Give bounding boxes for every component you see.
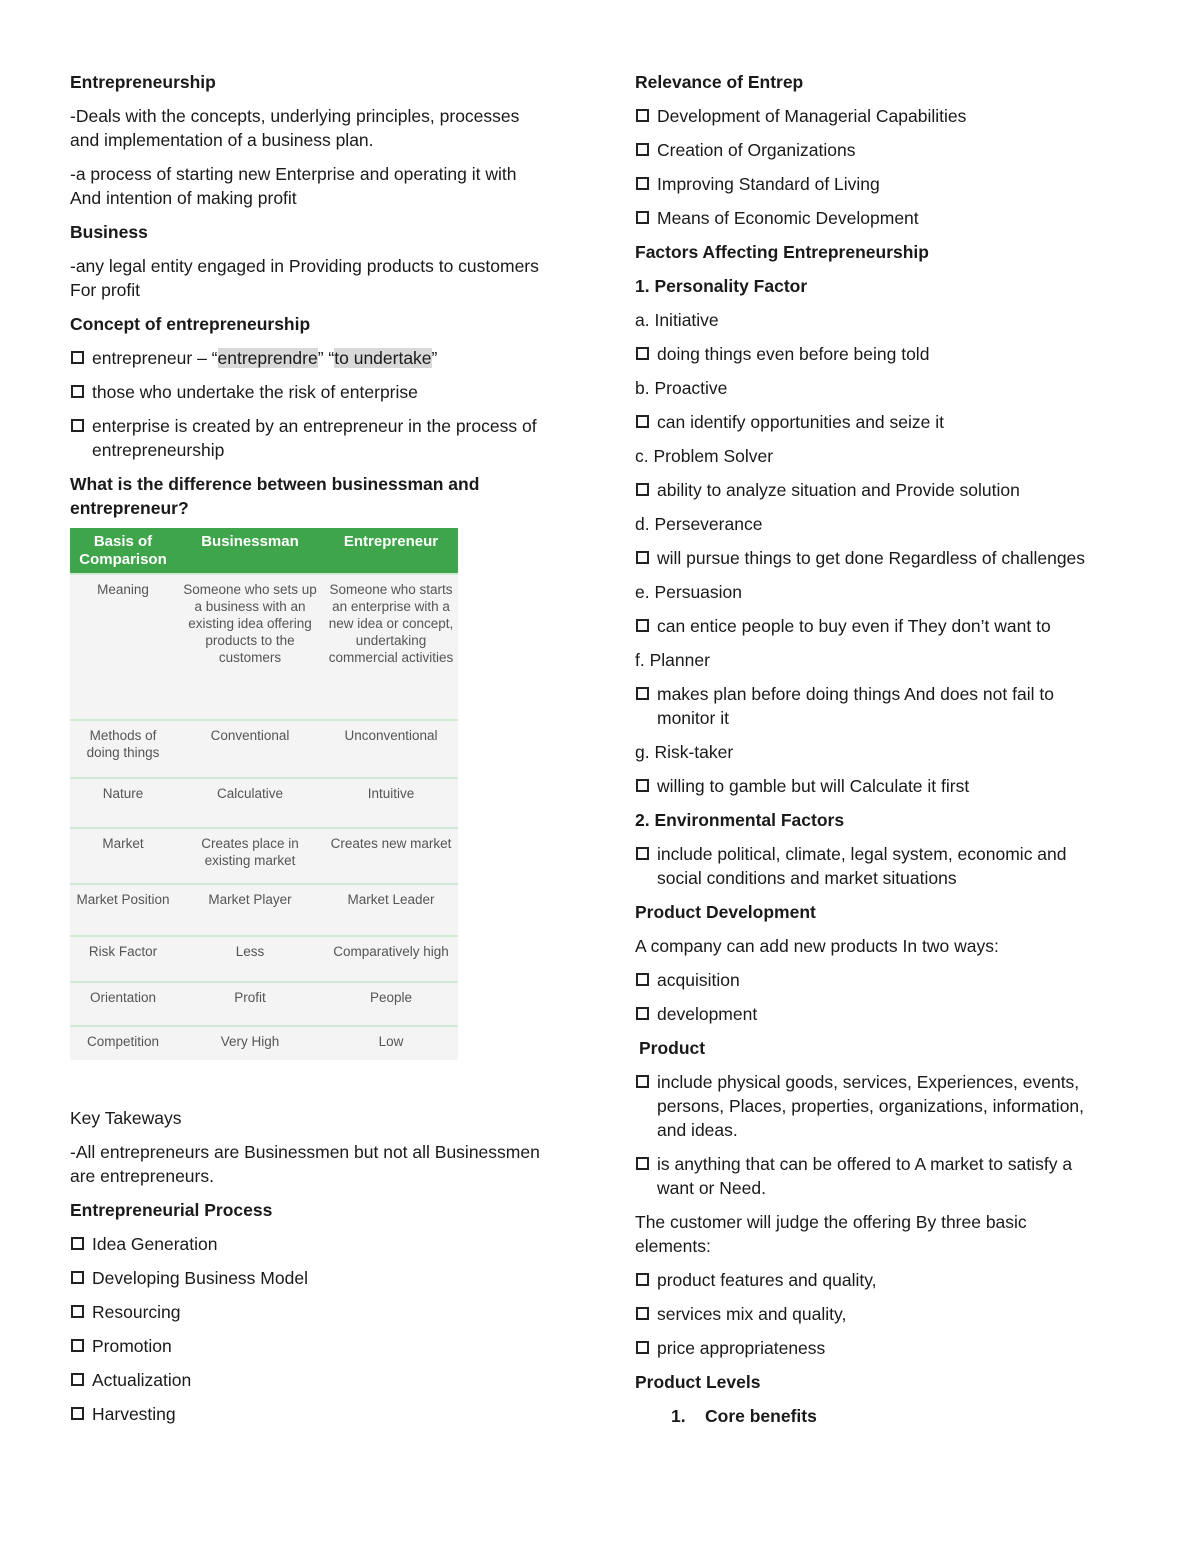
relevance-item: Creation of Organizations [635, 138, 1105, 162]
table-row [70, 982, 458, 1026]
factors-heading: Factors Affecting Entrepreneurship [635, 242, 929, 262]
environmental-factors-heading: 2. Environmental Factors [635, 810, 845, 830]
table-cell: Market [70, 828, 176, 884]
table-cell: Market Leader [324, 884, 458, 936]
table-cell: Conventional [176, 720, 324, 778]
table-header-row [70, 528, 458, 574]
product-element: services mix and quality, [635, 1302, 1105, 1326]
checkbox-icon [636, 143, 649, 156]
checkbox-icon [636, 415, 649, 428]
trait-description: will pursue things to get done Regardless of challenges [635, 546, 1105, 570]
takeaways-text: -All entrepreneurs are Businessmen but not all Businessmen are entrepreneurs. [70, 1142, 540, 1186]
highlight-to-undertake: to undertake [334, 348, 432, 368]
checkbox-icon [71, 1271, 84, 1284]
product-level-item: 1. Core benefits [671, 1406, 817, 1426]
process-item: Idea Generation [70, 1232, 540, 1256]
table-cell: Profit [176, 982, 324, 1026]
right-column [635, 70, 1105, 1438]
list-number: 1. [671, 1406, 686, 1426]
checkbox-icon [71, 1237, 84, 1250]
checkbox-icon [636, 1341, 649, 1354]
relevance-item: Development of Managerial Capabilities [635, 104, 1105, 128]
table-cell: Nature [70, 778, 176, 828]
checkbox-icon [636, 211, 649, 224]
checkbox-icon [71, 1407, 84, 1420]
product-development-heading: Product Development [635, 902, 816, 922]
table-row [70, 936, 458, 982]
trait-proactive: b. Proactive [635, 378, 728, 398]
checkbox-icon [636, 483, 649, 496]
takeaways-heading: Key Takeways [70, 1108, 182, 1128]
product-heading: Product [639, 1038, 706, 1058]
table-cell: Competition [70, 1026, 176, 1060]
checkbox-icon [71, 1305, 84, 1318]
table-cell: Market Player [176, 884, 324, 936]
trait-persuasion: e. Persuasion [635, 582, 743, 602]
table-cell: Very High [176, 1026, 324, 1060]
business-definition: -any legal entity engaged in Providing products to customers For profit [70, 256, 539, 300]
trait-description: ability to analyze situation and Provide solution [635, 478, 1105, 502]
table-header: Basis of Comparison [70, 528, 176, 574]
checkbox-icon [636, 847, 649, 860]
checkbox-icon [636, 619, 649, 632]
trait-description: can entice people to buy even if They don’t want to [635, 614, 1105, 638]
checkbox-icon [636, 1157, 649, 1170]
process-heading: Entrepreneurial Process [70, 1200, 273, 1220]
table-cell: Low [324, 1026, 458, 1060]
trait-description: makes plan before doing things And does not fail to monitor it [635, 682, 1105, 730]
checkbox-icon [71, 1373, 84, 1386]
checkbox-icon [636, 177, 649, 190]
entrepreneurship-definition-1: -Deals with the concepts, underlying principles, processes and implementation of a business plan. [70, 106, 520, 150]
concept-item-3: enterprise is created by an entrepreneur in the process of entrepreneurship [70, 414, 540, 462]
checkbox-icon [636, 1273, 649, 1286]
table-cell: Methods of doing things [70, 720, 176, 778]
checkbox-icon [636, 1007, 649, 1020]
table-cell: Market Position [70, 884, 176, 936]
trait-initiative: a. Initiative [635, 310, 719, 330]
table-cell: Someone who starts an enterprise with a new idea or concept, undertaking commercial activities [324, 574, 458, 720]
checkbox-icon [636, 973, 649, 986]
trait-description: doing things even before being told [635, 342, 1105, 366]
table-cell: Less [176, 936, 324, 982]
product-item: include physical goods, services, Experiences, events, persons, Places, properties, organizations, information, and ideas. [635, 1070, 1105, 1142]
product-judge-text: The customer will judge the offering By three basic elements: [635, 1212, 1027, 1256]
entrepreneurship-definition-2: -a process of starting new Enterprise and operating it with And intention of making profit [70, 164, 517, 208]
product-development-item: acquisition [635, 968, 1105, 992]
checkbox-icon [636, 1307, 649, 1320]
product-element: price appropriateness [635, 1336, 1105, 1360]
checkbox-icon [636, 1075, 649, 1088]
table-row [70, 1026, 458, 1060]
table-row [70, 778, 458, 828]
checkbox-icon [636, 779, 649, 792]
comparison-table [70, 528, 458, 1060]
table-cell: Risk Factor [70, 936, 176, 982]
trait-problem-solver: c. Problem Solver [635, 446, 774, 466]
highlight-entreprendre: entreprendre [217, 348, 318, 368]
checkbox-icon [636, 551, 649, 564]
checkbox-icon [71, 351, 84, 364]
table-cell: Comparatively high [324, 936, 458, 982]
process-item: Resourcing [70, 1300, 540, 1324]
left-column [70, 70, 540, 1436]
checkbox-icon [71, 419, 84, 432]
trait-planner: f. Planner [635, 650, 710, 670]
relevance-item: Improving Standard of Living [635, 172, 1105, 196]
trait-description: can identify opportunities and seize it [635, 410, 1105, 434]
concept-heading: Concept of entrepreneurship [70, 314, 311, 334]
table-cell: Someone who sets up a business with an existing idea offering products to the customers [176, 574, 324, 720]
table-cell: Meaning [70, 574, 176, 720]
product-element: product features and quality, [635, 1268, 1105, 1292]
concept-item-1: entrepreneur – “entreprendre” “to undertake” [70, 346, 540, 370]
table-cell: People [324, 982, 458, 1026]
table-cell: Creates new market [324, 828, 458, 884]
checkbox-icon [71, 385, 84, 398]
relevance-heading: Relevance of Entrep [635, 72, 804, 92]
product-development-text: A company can add new products In two ways: [635, 936, 999, 956]
table-cell: Calculative [176, 778, 324, 828]
table-cell: Orientation [70, 982, 176, 1026]
process-item: Actualization [70, 1368, 540, 1392]
concept-item-2: those who undertake the risk of enterprise [70, 380, 540, 404]
process-item: Developing Business Model [70, 1266, 540, 1290]
process-item: Promotion [70, 1334, 540, 1358]
product-levels-heading: Product Levels [635, 1372, 761, 1392]
product-development-item: development [635, 1002, 1105, 1026]
checkbox-icon [636, 687, 649, 700]
environmental-factors-item: include political, climate, legal system, economic and social conditions and market situations [635, 842, 1105, 890]
table-cell: Creates place in existing market [176, 828, 324, 884]
relevance-item: Means of Economic Development [635, 206, 1105, 230]
process-item: Harvesting [70, 1402, 540, 1426]
personality-factor-heading: 1. Personality Factor [635, 276, 808, 296]
table-row [70, 884, 458, 936]
checkbox-icon [636, 109, 649, 122]
checkbox-icon [71, 1339, 84, 1352]
table-row [70, 720, 458, 778]
trait-perseverance: d. Perseverance [635, 514, 763, 534]
table-cell: Intuitive [324, 778, 458, 828]
business-heading: Business [70, 222, 148, 242]
difference-heading: What is the difference between businessman and entrepreneur? [70, 474, 480, 518]
entrepreneurship-heading: Entrepreneurship [70, 72, 216, 92]
table-header: Businessman [176, 528, 324, 574]
table-cell: Unconventional [324, 720, 458, 778]
trait-risk-taker: g. Risk-taker [635, 742, 734, 762]
trait-description: willing to gamble but will Calculate it first [635, 774, 1105, 798]
checkbox-icon [636, 347, 649, 360]
product-item: is anything that can be offered to A market to satisfy a want or Need. [635, 1152, 1105, 1200]
table-row [70, 574, 458, 720]
table-row [70, 828, 458, 884]
table-header: Entrepreneur [324, 528, 458, 574]
